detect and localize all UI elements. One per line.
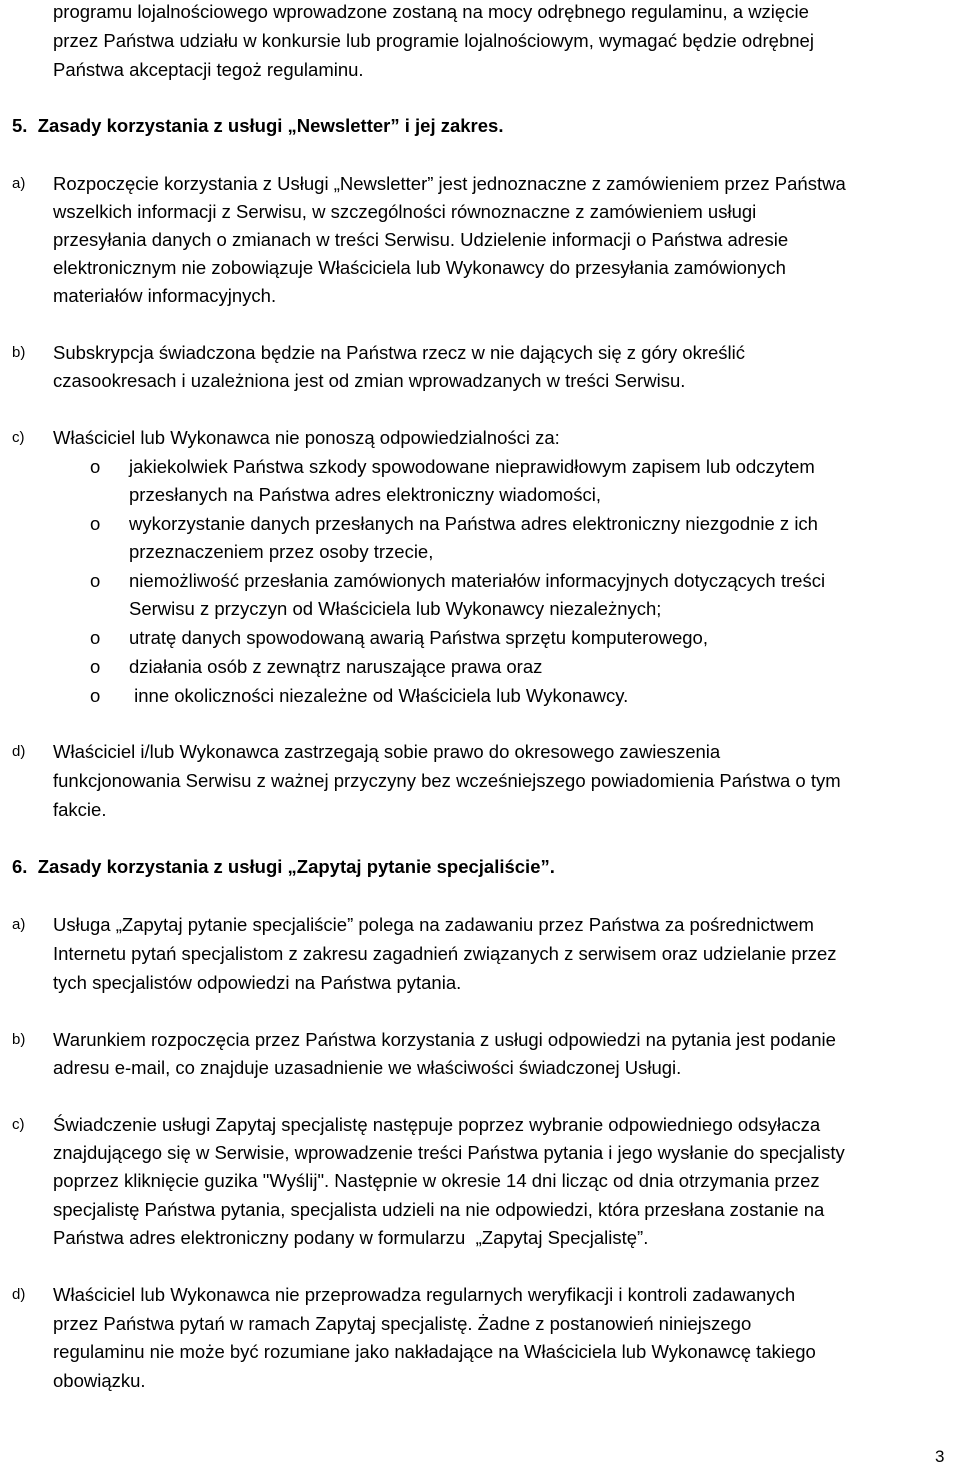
paragraph-line: fakcie. (53, 799, 107, 820)
section-6-heading: 6. Zasady korzystania z usługi „Zapytaj pytanie specjaliście”. (12, 856, 555, 877)
bullet-marker: o (90, 627, 101, 648)
bullet-marker: o (90, 685, 101, 706)
item-label: b) (12, 344, 26, 361)
item-label: b) (12, 1031, 26, 1048)
item-label: d) (12, 743, 26, 760)
intro-line: Państwa akceptacji tegoż regulaminu. (53, 59, 364, 80)
bullet-line: inne okoliczności niezależne od Właściciela lub Wykonawcy. (129, 685, 629, 706)
item-label: c) (12, 1116, 25, 1133)
paragraph-line: Państwa adres elektroniczny podany w formularzu „Zapytaj Specjalistę”. (53, 1227, 649, 1248)
intro-line: przez Państwa udziału w konkursie lub programie lojalnościowym, wymagać będzie odrębnej (53, 30, 814, 51)
page-number: 3 (935, 1447, 945, 1466)
paragraph-line: Rozpoczęcie korzystania z Usługi „Newsletter” jest jednoznaczne z zamówieniem przez Państwa (53, 173, 846, 194)
item-label: a) (12, 175, 26, 192)
bullet-line: przesłanych na Państwa adres elektroniczny wiadomości, (129, 484, 601, 505)
paragraph-line: Internetu pytań specjalistom z zakresu zagadnień związanych z serwisem oraz udzielanie przez (53, 943, 837, 964)
bullet-line: niemożliwość przesłania zamówionych materiałów informacyjnych dotyczących treści (129, 570, 826, 591)
bullet-marker: o (90, 656, 101, 677)
paragraph-line: czasookresach i uzależniona jest od zmian wprowadzanych w treści Serwisu. (53, 370, 686, 391)
paragraph-line: tych specjalistów odpowiedzi na Państwa pytania. (53, 972, 462, 993)
paragraph-line: Właściciel lub Wykonawca nie ponoszą odpowiedzialności za: (53, 427, 560, 448)
item-label: a) (12, 916, 26, 933)
intro-line: programu lojalnościowego wprowadzone zostaną na mocy odrębnego regulaminu, a wzięcie (53, 1, 809, 22)
paragraph-line: Właściciel i/lub Wykonawca zastrzegają sobie prawo do okresowego zawieszenia (53, 741, 721, 762)
bullet-line: działania osób z zewnątrz naruszające prawa oraz (129, 656, 543, 677)
paragraph-line: obowiązku. (53, 1370, 146, 1391)
paragraph-line: Warunkiem rozpoczęcia przez Państwa korzystania z usługi odpowiedzi na pytania jest podanie (53, 1029, 836, 1050)
paragraph-line: regulaminu nie może być rozumiane jako nakładające na Właściciela lub Wykonawcę takiego (53, 1341, 816, 1362)
paragraph-line: poprzez kliknięcie guzika "Wyślij". Następnie w okresie 14 dni licząc od dnia otrzymania przez (53, 1170, 820, 1191)
paragraph-line: elektronicznym nie zobowiązuje Właściciela lub Wykonawcy do przesyłania zamówionych (53, 257, 786, 278)
bullet-line: Serwisu z przyczyn od Właściciela lub Wykonawcy niezależnych; (129, 598, 662, 619)
paragraph-line: Właściciel lub Wykonawca nie przeprowadza regularnych weryfikacji i kontroli zadawanych (53, 1284, 796, 1305)
paragraph-line: przez Państwa pytań w ramach Zapytaj specjalistę. Żadne z postanowień niniejszego (53, 1313, 752, 1334)
bullet-marker: o (90, 570, 101, 591)
bullet-marker: o (90, 456, 101, 477)
paragraph-line: funkcjonowania Serwisu z ważnej przyczyny bez wcześniejszego powiadomienia Państwa o tym (53, 770, 841, 791)
bullet-line: utratę danych spowodowaną awarią Państwa sprzętu komputerowego, (129, 627, 708, 648)
paragraph-line: materiałów informacyjnych. (53, 285, 277, 306)
item-label: d) (12, 1286, 26, 1303)
paragraph-line: przesyłania danych o zmianach w treści Serwisu. Udzielenie informacji o Państwa adresie (53, 229, 789, 250)
paragraph-line: adresu e-mail, co znajduje uzasadnienie we właściwości świadczonej Usługi. (53, 1057, 682, 1078)
paragraph-line: Subskrypcja świadczona będzie na Państwa rzecz w nie dających się z góry określić (53, 342, 746, 363)
paragraph-line: znajdującego się w Serwisie, wprowadzenie treści Państwa pytania i jego wysłanie do specjalisty (53, 1142, 845, 1163)
paragraph-line: wszelkich informacji z Serwisu, w szczególności równoznaczne z zamówieniem usługi (53, 201, 757, 222)
paragraph-line: specjalistę Państwa pytania, specjalista udzieli na nie odpowiedzi, która przesłana zostanie na (53, 1199, 825, 1220)
bullet-line: wykorzystanie danych przesłanych na Państwa adres elektroniczny niezgodnie z ich (129, 513, 818, 534)
section-5-heading: 5. Zasady korzystania z usługi „Newsletter” i jej zakres. (12, 115, 504, 136)
item-label: c) (12, 429, 25, 446)
bullet-line: jakiekolwiek Państwa szkody spowodowane nieprawidłowym zapisem lub odczytem (129, 456, 815, 477)
bullet-line: przeznaczeniem przez osoby trzecie, (129, 541, 434, 562)
bullet-marker: o (90, 513, 101, 534)
paragraph-line: Świadczenie usługi Zapytaj specjalistę następuje poprzez wybranie odpowiedniego odsyłacza (53, 1114, 821, 1135)
paragraph-line: Usługa „Zapytaj pytanie specjaliście” polega na zadawaniu przez Państwa za pośrednictwem (53, 914, 814, 935)
